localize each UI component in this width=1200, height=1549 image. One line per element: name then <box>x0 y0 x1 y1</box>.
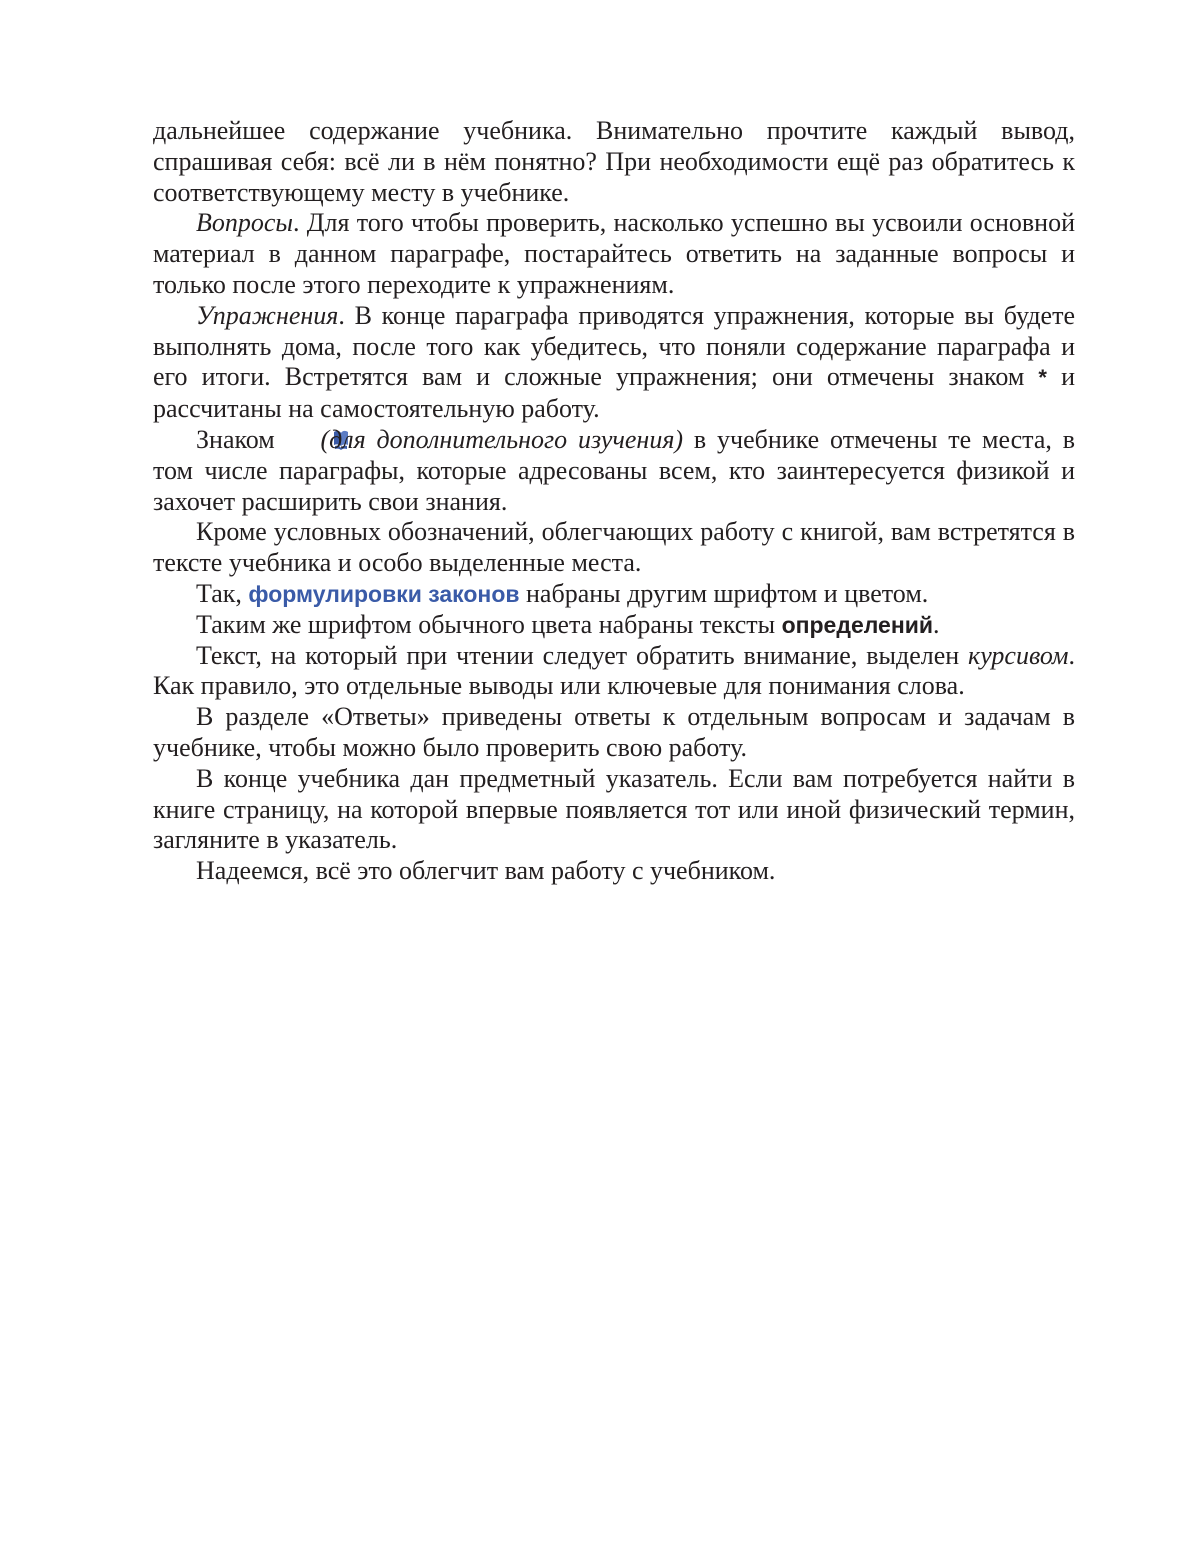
paragraph-exercises <box>153 301 1075 425</box>
paragraph-laws-font <box>153 579 1075 610</box>
page-body <box>153 116 1075 887</box>
paragraph-questions <box>153 208 1075 300</box>
definitions-example: определений <box>781 611 934 638</box>
paragraph-closing: Надеемся, всё это облегчит вам работу с учебником. <box>196 856 776 886</box>
questions-text: . Для того чтобы проверить, насколько успешно вы усвоили основной материал в данном параграфе, постарайтесь ответить на заданные вопросы и только после этого переходите к упражнениям. <box>153 208 1075 299</box>
italics-lead: Текст, на который при чтении следует обратить внимание, выделен <box>196 640 969 670</box>
definitions-lead: Таким же шрифтом обычного цвета набраны тексты <box>196 609 782 639</box>
questions-heading: Вопросы <box>196 208 294 238</box>
laws-formulation-example: формулировки законов <box>248 580 520 607</box>
italics-text: . Как правило, это отдельные выводы или ключевые для понимания слова. <box>153 640 1075 701</box>
laws-text: набраны другим шрифтом и цветом. <box>519 578 929 608</box>
paragraph-highlighted-places: Кроме условных обозначений, облегчающих работу с книгой, вам встретятся в тексте учебника и особо выделенные места. <box>153 517 1075 578</box>
exercises-heading: Упражнения <box>196 300 339 330</box>
paragraph-extra-study <box>153 425 1075 517</box>
extra-study-icon <box>288 428 308 450</box>
exercises-text-end: и рассчитаны на самостоятельную работу. <box>153 362 1075 424</box>
extra-study-italic: (для дополнительного изучения) <box>320 424 684 454</box>
paragraph-definitions-font <box>153 610 1075 641</box>
paragraph-index: В конце учебника дан предметный указатель. Если вам потребуется найти в книге страницу, на которой впервые появляется тот или иной физический термин, загляните в указатель. <box>153 763 1075 855</box>
extra-study-text: в учебнике отмечены те места, в том числе параграфы, которые адресованы всем, кто заинтересуется физикой и захочет расширить свои знания. <box>153 424 1076 516</box>
extra-study-lead: Знаком <box>196 424 286 454</box>
star-mark: * <box>1038 365 1047 391</box>
laws-lead: Так, <box>196 578 249 608</box>
italics-example: курсивом <box>968 640 1069 670</box>
definitions-end: . <box>933 609 940 639</box>
paragraph-answers: В разделе «Ответы» приведены ответы к отдельным вопросам и задачам в учебнике, чтобы можно было проверить свою работу. <box>153 702 1075 762</box>
exercises-text: . В конце параграфа приводятся упражнения, которые вы будете выполнять дома, после того как убедитесь, что поняли содержание параграфа и его итоги. Встретятся вам и сложные упражнения; они отмечены знаком <box>153 300 1075 392</box>
paragraph-italics <box>153 641 1075 703</box>
paragraph-conclusions: дальнейшее содержание учебника. Внимательно прочтите каждый вывод, спрашивая себя: всё ли в нём понятно? При необходимости ещё раз обратитесь к соответствующему месту в учебнике. <box>153 116 1075 207</box>
